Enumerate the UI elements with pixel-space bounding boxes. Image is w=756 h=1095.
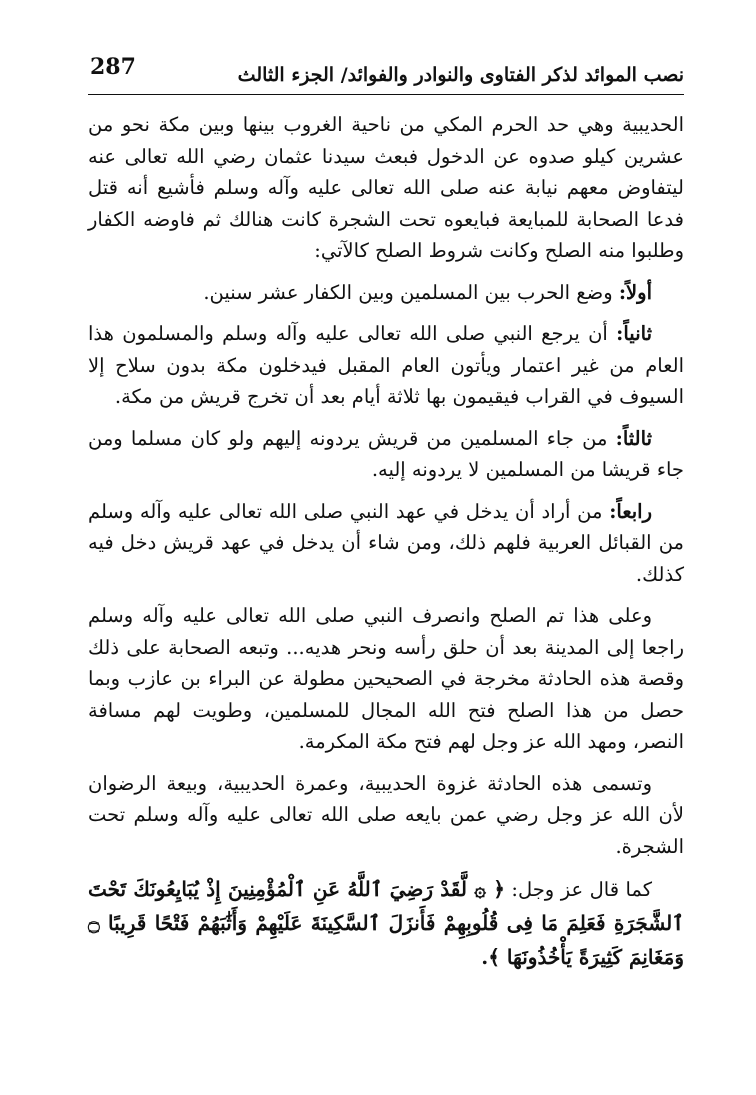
term-1-lead: أولاً: <box>618 280 652 304</box>
aftermath-paragraph: وعلى هذا تم الصلح وانصرف النبي صلى الله تعالى عليه وآله وسلم راجعا إلى المدينة بعد أن حلق رأسه ونحر هديه... وتبعه الصحابة على ذلك وقصة هذه الحادثة مخرجة في الصحيحين مطولة عن البراء بن عازب وبما حصل من هذا الصلح فتح الله المجال للمسلمين، وطويت لهم مسافة النصر، ومهد الله عز وجل لهم فتح مكة المكرمة. <box>88 604 684 753</box>
page-body <box>88 95 684 974</box>
book-page <box>88 50 684 1050</box>
treaty-term-3 <box>88 423 684 486</box>
term-4-lead: رابعاً: <box>609 499 652 523</box>
treaty-term-2 <box>88 318 684 413</box>
verse-paragraph <box>88 872 684 974</box>
intro-paragraph: الحديبية وهي حد الحرم المكي من ناحية الغروب بينها وبين مكة نحو من عشرين كيلو صدوه عن الدخول فبعث سيدنا عثمان رضي الله تعالى عنه ليتفاوض معهم نيابة عنه صلى الله تعالى عليه وآله وسلم فأشيع أنه قتل فدعا الصحابة للمبايعة فبايعوه تحت الشجرة كانت هنالك ثم فاوضه الكفار وطلبوا منه الصلح وكانت شروط الصلح كالآتي: <box>88 113 684 262</box>
term-3-text: من جاء المسلمين من قريش يردونه إليهم ولو كان مسلما ومن جاء قريشا من المسلمين لا يردونه إليه. <box>88 426 684 481</box>
term-3-lead: ثالثاً: <box>615 426 652 450</box>
verse-intro: كما قال عز وجل: <box>504 878 652 901</box>
term-4-text: من أراد أن يدخل في عهد النبي صلى الله تعالى عليه وآله وسلم من القبائل العربية فلهم ذلك، ومن شاء أن يدخل في عهد قريش دخل فيه كذلك. <box>88 499 684 586</box>
quran-verse: ﴿ ۞ لَّقَدْ رَضِيَ ٱللَّهُ عَنِ ٱلْمُؤْمِنِينَ إِذْ يُبَايِعُونَكَ تَحْتَ ٱلشَّجَرَةِ فَعَلِمَ مَا فِى قُلُوبِهِمْ فَأَنزَلَ ٱلسَّكِينَةَ عَلَيْهِمْ وَأَثَٰبَهُمْ فَتْحًا قَرِيبًا ۝ وَمَغَانِمَ كَثِيرَةً يَأْخُذُونَهَا ﴾. <box>88 877 684 969</box>
naming-paragraph: وتسمى هذه الحادثة غزوة الحديبية، وعمرة الحديبية، وبيعة الرضوان لأن الله عز وجل رضي عمن بايعه صلى الله تعالى عليه وآله وسلم تحت الشجرة. <box>88 771 684 858</box>
term-1-text: وضع الحرب بين المسلمين وبين الكفار عشر سنين. <box>203 280 619 304</box>
treaty-term-4 <box>88 496 684 591</box>
term-2-lead: ثانياً: <box>616 322 652 345</box>
running-title: نصب الموائد لذكر الفتاوى والنوادر والفوائد/ الجزء الثالث <box>237 64 684 86</box>
page-number: 287 <box>90 54 136 80</box>
page-header <box>88 50 684 95</box>
term-2-text: أن يرجع النبي صلى الله تعالى عليه وآله وسلم والمسلمون هذا العام من غير اعتمار ويأتون العام المقبل فيدخلون مكة بدون سلاح إلا السيوف في القراب فيقيمون بها ثلاثة أيام بعد أن تخرج قريش من مكة. <box>88 322 684 408</box>
treaty-term-1 <box>88 277 684 309</box>
